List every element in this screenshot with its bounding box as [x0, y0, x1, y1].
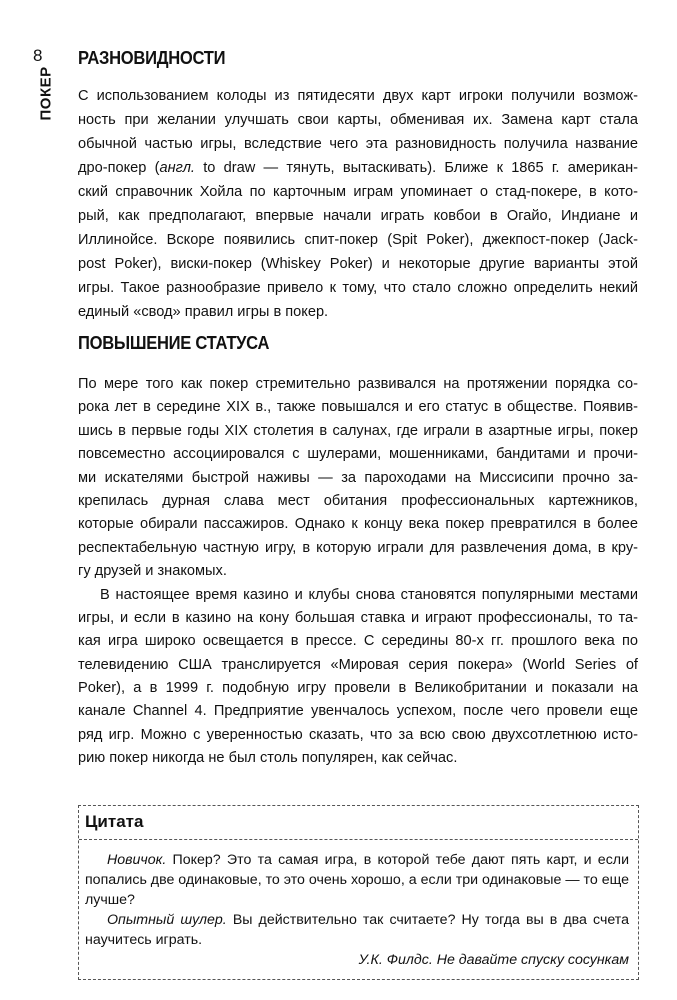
section-title-varieties: РАЗНОВИДНОСТИ: [78, 48, 226, 68]
quote-line: попались две одинаковые, то это очень хорошо, а если три одинаковые — то еще: [85, 872, 629, 888]
running-head: ПОКЕР: [37, 66, 55, 121]
text-line: С использованием колоды из пятидесяти двух карт игроки получили возмож-: [78, 88, 638, 104]
text-line: рока лет в середине XIX в., также повышался и его статус в обществе. Появив-: [78, 399, 638, 416]
quote-line: [85, 850, 629, 870]
text-run: Вы действительно так считаете? Ну тогда вы в два счета: [226, 912, 629, 928]
speaker-name: Новичок.: [107, 852, 167, 868]
quote-line: научитесь играть.: [85, 932, 203, 948]
text-run: дро-покер (: [78, 160, 160, 176]
quote-line: [85, 910, 629, 930]
text-line: В настоящее время казино и клубы снова становятся популярными местами: [100, 586, 638, 603]
text-run: to draw — тянуть, вытаскивать). Ближе к 1865 г. американ-: [194, 160, 638, 176]
text-run: Покер? Это та самая игра, в которой тебе дают пять карт, и если: [166, 852, 629, 868]
text-line: Иллинойсе. Вскоре появились спит-покер (Spit Poker), джекпост-покер (Jack-: [78, 232, 638, 248]
quote-attribution: У.К. Филдс. Не давайте спуску сосункам: [358, 952, 629, 968]
text-line: По мере того как покер стремительно развивался на протяжении порядка со-: [78, 376, 638, 392]
text-line: телевидению США транслируется «Мировая серия покера» (World Series of: [78, 656, 638, 673]
text-line: шись в первые годы XIX столетия в салунах, где играли в азартные игры, покер: [78, 422, 638, 439]
section-status-body: [78, 373, 638, 771]
text-line: которые обирали пассажиров. Однако к концу века покер превратился в более: [78, 516, 638, 533]
speaker-name: Опытный шулер.: [107, 912, 227, 928]
text-line: ми искателями быстрой наживы — за пароходами на Миссисипи прочно за-: [78, 469, 638, 486]
text-line: игры, и если в казино на кону большая ставка и играют профессионалы, то та-: [78, 609, 638, 626]
quote-text: [85, 850, 629, 970]
page-number: 8: [33, 46, 43, 65]
text-line: ряд игр. Можно с уверенностью сказать, что за всю свою двухсотлетнюю исто-: [78, 726, 638, 743]
quote-box-title: Цитата: [85, 812, 144, 831]
text-line: повсеместно ассоциировался с шулерами, мошенниками, бандитами и прочи-: [78, 446, 638, 463]
text-line: рию покер никогда не был столь популярен, как сейчас.: [78, 750, 458, 767]
text-line: post Poker), виски-покер (Whiskey Poker) и некоторые другие варианты этой: [78, 256, 638, 272]
text-line: гу друзей и знакомых.: [78, 563, 227, 580]
text-line: единый «свод» правил игры в покер.: [78, 304, 329, 320]
italic-abbrev: англ.: [159, 160, 195, 176]
text-line: респектабельную частную игру, в которую играли для развлечения дома, в кру-: [78, 539, 638, 556]
text-line: обычной частью игры, вследствие чего эта разновидность получила название: [78, 136, 638, 152]
text-line: кая игра широко освещается в прессе. С середины 80-х гг. прошлого века по: [78, 633, 638, 650]
text-line: Poker), а в 1999 г. подобную игру провели в Великобритании и показали на: [78, 680, 638, 697]
text-line: ность при желании улучшать свои карты, обменивая их. Замена карт стала: [78, 112, 638, 128]
section-title-status: ПОВЫШЕНИЕ СТАТУСА: [78, 333, 270, 353]
quote-line: лучше?: [85, 892, 135, 908]
text-line: канале Channel 4. Предприятие увенчалось успехом, после чего провели еще: [78, 703, 638, 720]
text-line: крепилась дурная слава мест обитания профессиональных картежников,: [78, 492, 638, 509]
section-varieties-body: [78, 84, 638, 324]
text-line: [78, 156, 638, 180]
text-line: игры. Такое разнообразие привело к тому, что стало сложно определить некий: [78, 280, 638, 296]
quote-box-header: [79, 806, 638, 840]
quote-box: [78, 805, 639, 980]
text-line: ский справочник Хойла по карточным играм упоминает о стад-покере, в кото-: [78, 184, 638, 200]
text-line: рый, как предполагают, впервые начали играть ковбои в Огайо, Индиане и: [78, 208, 638, 224]
